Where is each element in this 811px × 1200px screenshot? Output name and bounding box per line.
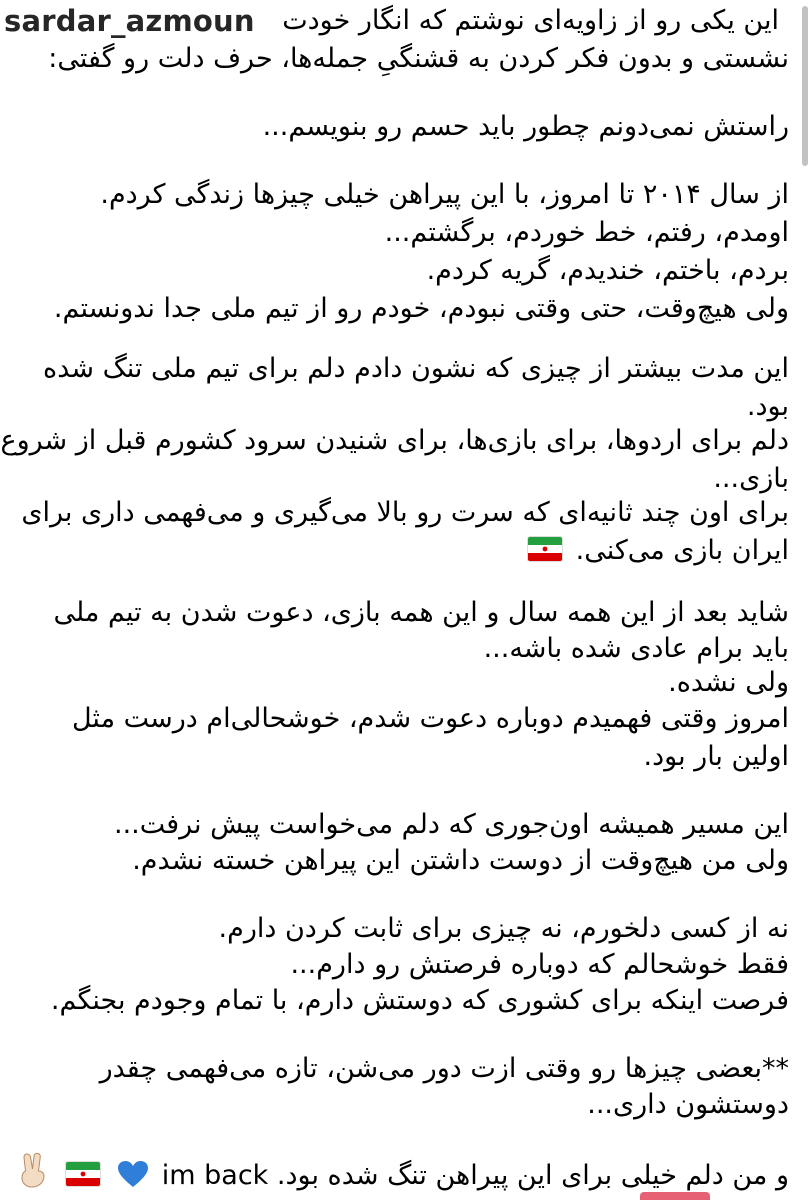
caption-line: فقط خوشحالم که دوباره فرصتش رو دارم... [290,949,789,980]
caption-line: از سال ۲۰۱۴ تا امروز، با این پیراهن خیلی چیزها زندگی کردم. [100,179,789,210]
caption-line: **بعضی چیزها رو وقتی ازت دور می‌شن، تازه می‌فهمی چقدر [99,1053,789,1084]
caption-line: فرصت اینکه برای کشوری که دوستش دارم، با تمام وجودم بجنگم. [50,985,789,1016]
caption-line: بردم، باختم، خندیدم، گریه کردم. [426,255,789,286]
victory-hand-icon [18,1152,48,1199]
scrollbar[interactable] [797,0,811,1200]
caption-line: اومدم، رفتم، خط خوردم، برگشتم... [384,217,789,248]
caption-line: بود. [746,391,789,422]
caption-line: ولی نشده. [668,667,789,698]
caption-line: بازی... [713,463,789,494]
caption-line: این مسیر همیشه اون‌جوری که دلم می‌خواست پیش نرفت... [113,809,789,840]
iran-flag-icon [65,1161,101,1187]
caption-line: برای اون چند ثانیه‌ای که سرت رو بالا می‌گیری و می‌فهمی داری برای [21,497,789,528]
caption-line: ولی من هیچ‌وقت از دوست داشتن این پیراهن خسته نشدم. [132,845,789,876]
caption-line: ایران بازی می‌کنی. [575,535,789,566]
caption-line: نه از کسی دلخورم، نه چیزی برای ثابت کردن دارم. [218,913,789,944]
caption-line-with-flag [523,532,789,570]
cropped-element [640,1192,710,1200]
caption-line: این یکی رو از زاویه‌ای نوشتم که انگار خودت [282,5,779,36]
caption-line: دوستشون داری... [587,1089,789,1120]
caption-line: امروز وقتی فهمیدم دوباره دعوت شدم، خوشحالی‌ام درست مثل [71,703,789,734]
caption-line: باید برام عادی شده باشه... [483,633,789,664]
caption-line: راستش نمی‌دونم چطور باید حسم رو بنویسم... [262,111,789,142]
caption-line: اولین بار بود. [643,741,789,772]
username-link[interactable]: sardar_azmoun [4,4,255,38]
caption-line: دلم برای اردوها، برای بازی‌ها، برای شنیدن سرود کشورم قبل از شروع [0,425,789,456]
iran-flag-icon [527,536,563,562]
caption-line: شاید بعد از این همه سال و این همه بازی، دعوت شدن به تیم ملی [53,597,789,628]
caption-line: نشستی و بدون فکر کردن به قشنگیِ جمله‌ها، حرف دلت رو گفتی: [48,43,789,74]
scrollbar-thumb[interactable] [802,6,808,166]
caption-line: ولی هیچ‌وقت، حتی وقتی نبودم، خودم رو از تیم ملی جدا ندونستم. [53,293,789,324]
blue-heart-icon [117,1160,149,1199]
caption-line: و من دلم خیلی برای این پیراهن تنگ شده بود. im back [161,1160,789,1191]
caption-line: این مدت بیشتر از چیزی که نشون دادم دلم برای تیم ملی تنگ شده [43,353,789,384]
